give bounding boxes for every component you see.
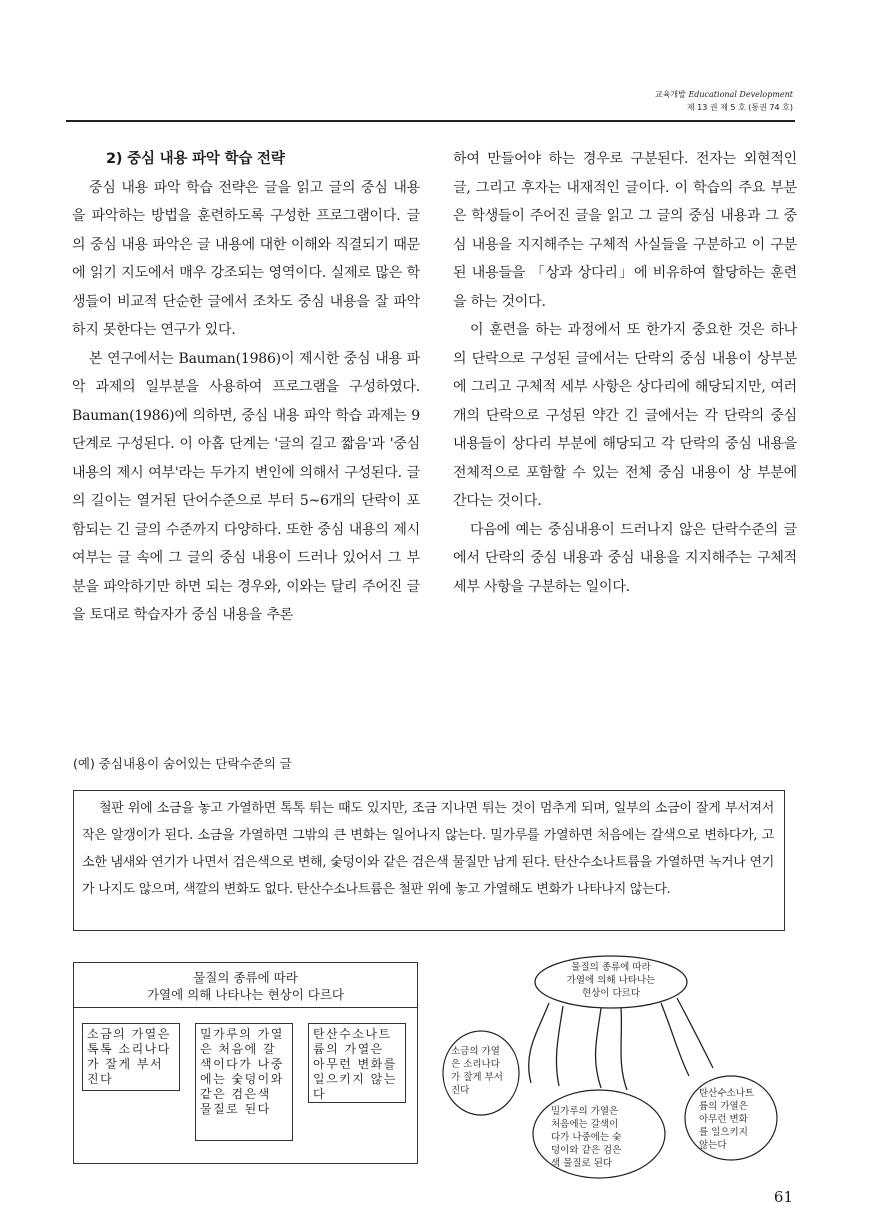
table-leg bbox=[556, 1006, 563, 1086]
table-leg bbox=[529, 1003, 549, 1083]
journal-name-english: Educational Development bbox=[688, 90, 793, 99]
running-header bbox=[655, 88, 793, 114]
journal-name-korean: 교육개발 bbox=[654, 90, 686, 99]
detail-box-salt: 소금의 가열은 톡톡 소리나다가 잘게 부서진다 bbox=[82, 1023, 180, 1091]
main-idea-box-diagram bbox=[73, 962, 418, 1164]
issue-info: 제 13 권 제 5 호 (통권 74 호) bbox=[686, 103, 793, 112]
paragraph: 중심 내용 파악 학습 전략은 글을 읽고 글의 중심 내용을 파악하는 방법을 훈련하도록 구성한 프로그램이다. 글의 중심 내용 파악은 글 내용에 대한 이해와 직결되기 때문에 읽기 지도에서 매우 강조되는 영역이다. 실제로 많은 학생들이 비교적 단순한 글에서 조차도 중심 내용을 잘 파악하지 못한다는 연구가 있다. bbox=[72, 179, 420, 338]
right-label: 를 일으키지 bbox=[699, 1127, 748, 1138]
middle-label: 덩이와 같은 검은 bbox=[551, 1145, 622, 1156]
table-legs-svg bbox=[441, 948, 786, 1188]
top-label: 물질의 종류에 따라 bbox=[571, 962, 651, 973]
paragraph: 이 훈련을 하는 과정에서 또 한가지 중요한 것은 하나의 단락으로 구성된 글에서는 단락의 중심 내용이 상부분에 그리고 구체적 세부 사항은 상다리에 해당되지만, 여러 개의 단락으로 구성된 약간 긴 글에서는 각 단락의 중심 내용들이 상다리 부분에 해당되고 각 단락의 중심 내용을 전체적으로 포함할 수 있는 전체 중심 내용이 상 부분에 간다는 것이다. bbox=[453, 322, 797, 509]
section-heading: 2) 중심 내용 파악 학습 전략 bbox=[106, 151, 285, 167]
middle-label: 다가 나중에는 숯 bbox=[551, 1132, 622, 1143]
left-label: 은 소리나다 bbox=[451, 1059, 500, 1070]
right-label: 륨의 가열은 bbox=[699, 1101, 748, 1112]
right-label: 아무런 변화 bbox=[699, 1114, 748, 1125]
detail-box-flour: 밀가루의 가열은 처음에 갈색이다가 나중에는 숯덩이와 같은 검은색 물질로 된다 bbox=[195, 1023, 293, 1141]
right-label: 탄산수소나트 bbox=[699, 1088, 755, 1099]
paragraph: 다음에 예는 중심내용이 드러나지 않은 단락수준의 글에서 단락의 중심 내용과 중심 내용을 지지해주는 구체적 세부 사항을 구분하는 일이다. bbox=[453, 521, 797, 595]
top-label: 가열에 의해 나타나는 bbox=[566, 975, 656, 986]
example-text: 철판 위에 소금을 놓고 가열하면 톡톡 튀는 때도 있지만, 조금 지나면 튀는 것이 멈추게 되며, 일부의 소금이 잘게 부서져서 작은 알갱이가 된다. 소금을 가열하면 그밖의 큰 변화는 일어나지 않는다. 밀가루를 가열하면 처음에는 갈색으로 변하다가, 고소한 냄새와 연기가 나면서 검은색으로 변해, 숯덩이와 같은 검은색 물질만 남게 된다. 탄산수소나트륨을 가열하면 녹거나 연기가 나지도 않으며, 색깔의 변화도 없다. 탄산수소나트륨은 철판 위에 놓고 가열해도 변화가 나타나지 않는다. bbox=[82, 801, 774, 897]
main-idea-line: 물질의 종류에 따라 bbox=[193, 970, 298, 985]
left-label: 가 잘게 부서 bbox=[451, 1072, 503, 1083]
detail-box-soda: 탄산수소나트륨의 가열은 아무런 변화를 일으키지 않는다 bbox=[308, 1023, 406, 1103]
left-label: 진다 bbox=[451, 1085, 470, 1096]
example-box bbox=[73, 790, 785, 931]
paragraph: 하여 만들어야 하는 경우로 구분된다. 전자는 외현적인 글, 그리고 후자는 내재적인 글이다. 이 학습의 주요 부분은 학생들이 주어진 글을 읽고 그 글의 중심 내용과 그 중심 내용을 지지해주는 구체적 사실들을 구분하고 이 구분된 내용들을 「상과 상다리」에 비유하여 할당하는 훈련을 하는 것이다. bbox=[453, 151, 797, 310]
main-idea-title bbox=[74, 963, 417, 1008]
table-leg bbox=[677, 998, 713, 1068]
page-number: 61 bbox=[773, 1188, 793, 1206]
left-column bbox=[72, 145, 420, 630]
table-leg bbox=[621, 1008, 627, 1090]
middle-label: 색 물질로 된다 bbox=[551, 1158, 613, 1169]
main-idea-line: 가열에 의해 나타나는 현상이 다르다 bbox=[146, 987, 345, 1002]
middle-label: 처음에는 갈색이 bbox=[551, 1119, 619, 1130]
table-leg bbox=[596, 1008, 601, 1088]
paragraph: 본 연구에서는 Bauman(1986)이 제시한 중심 내용 파악 과제의 일부분을 사용하여 프로그램을 구성하였다. Bauman(1986)에 의하면, 중심 내용 파악 학습 과제는 9단계로 구성된다. 이 아홉 단계는 '글의 길고 짧음'과 '중심 내용의 제시 여부'라는 두가지 변인에 의해서 구성된다. 글의 길이는 열거된 단어수준으로 부터 5~6개의 단락이 포함되는 긴 글의 수준까지 다양하다. 또한 중심 내용의 제시 여부는 글 속에 그 글의 중심 내용이 드러나 있어서 그 부분을 파악하기만 하면 되는 경우와, 이와는 달리 주어진 글을 토대로 학습자가 중심 내용을 추론 bbox=[72, 350, 420, 623]
example-label: (예) 중심내용이 숨어있는 단락수준의 글 bbox=[73, 756, 292, 771]
table-legs-diagram bbox=[441, 948, 786, 1188]
middle-label: 밀가루의 가열은 bbox=[551, 1106, 619, 1117]
left-label: 소금의 가열 bbox=[451, 1046, 500, 1057]
header-rule bbox=[66, 120, 795, 122]
right-label: 않는다 bbox=[699, 1140, 727, 1151]
right-column bbox=[453, 145, 797, 601]
top-label: 현상이 다르다 bbox=[581, 988, 641, 999]
